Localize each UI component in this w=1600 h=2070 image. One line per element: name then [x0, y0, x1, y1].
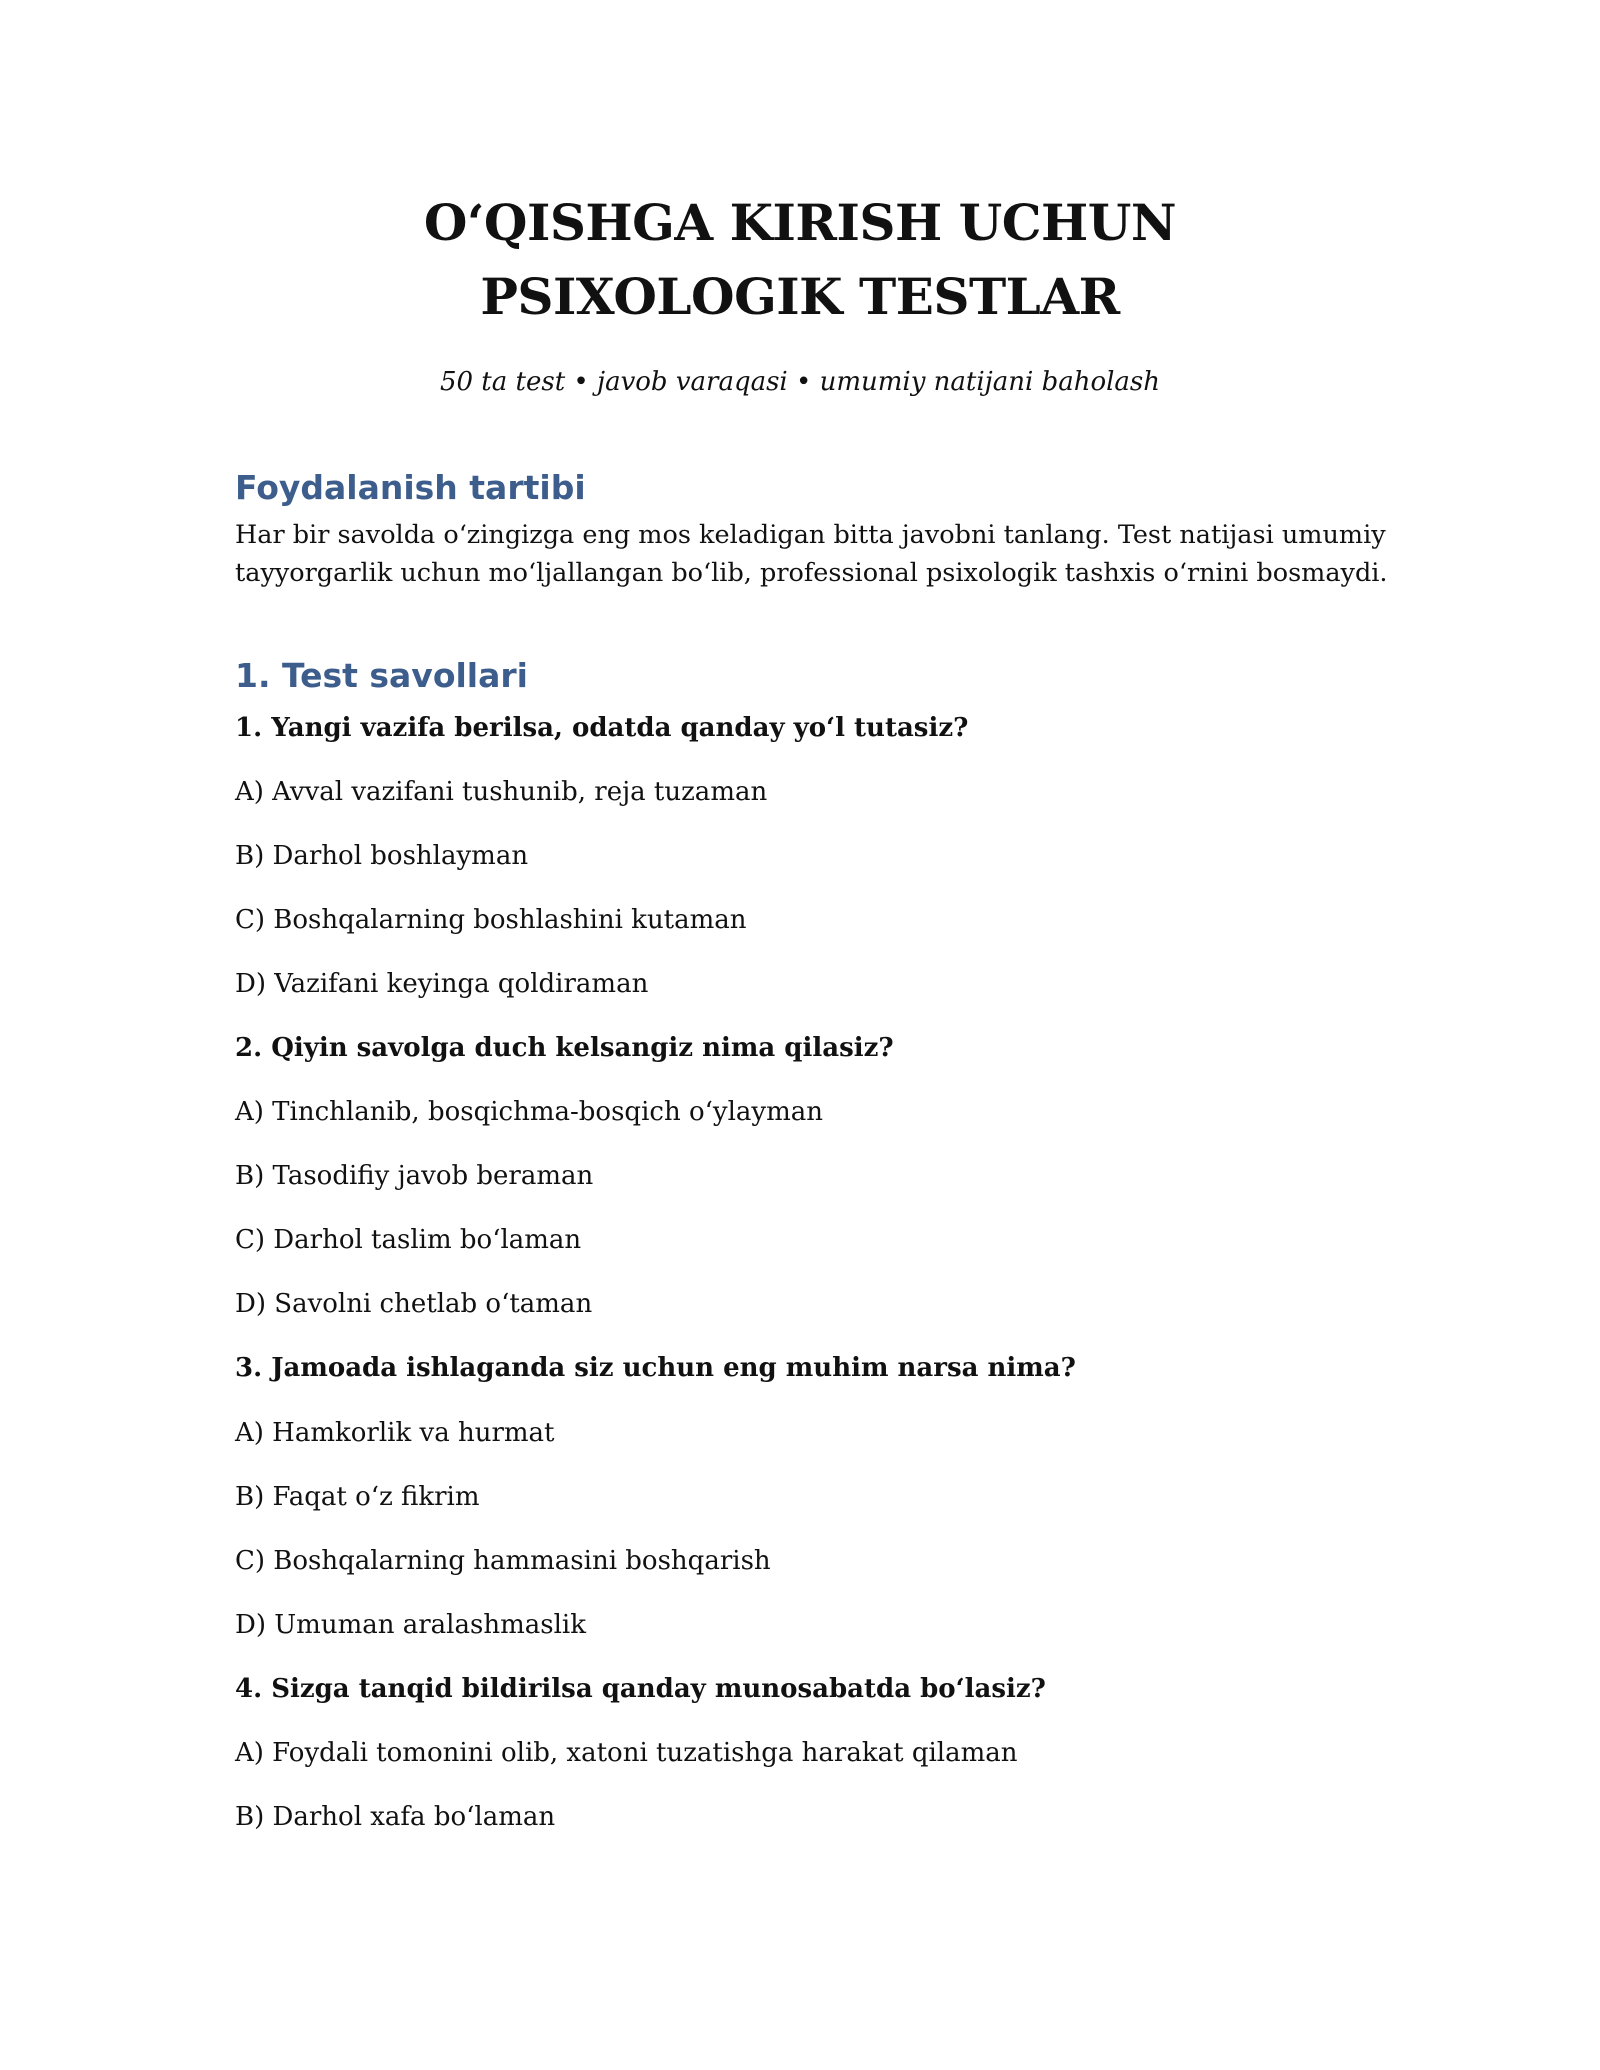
question-1-option-c: C) Boshqalarning boshlashini kutaman	[235, 905, 747, 935]
question-3: 3. Jamoada ishlaganda siz uchun eng muhim narsa nima?	[235, 1353, 1076, 1383]
question-2-option-c: C) Darhol taslim bo‘laman	[235, 1225, 582, 1255]
usage-paragraph-line-1: Har bir savolda o‘zingizga eng mos keladigan bitta javobni tanlang. Test natijasi umumiy	[235, 520, 1386, 550]
usage-heading: Foydalanish tartibi	[235, 468, 586, 507]
question-3-option-c: C) Boshqalarning hammasini boshqarish	[235, 1546, 771, 1576]
question-4-option-b: B) Darhol xafa bo‘laman	[235, 1802, 556, 1832]
question-2: 2. Qiyin savolga duch kelsangiz nima qilasiz?	[235, 1033, 894, 1063]
document-title-line-2: PSIXOLOGIK TESTLAR	[480, 267, 1120, 326]
question-1-option-d: D) Vazifani keyinga qoldiraman	[235, 969, 649, 999]
usage-paragraph	[235, 516, 1415, 592]
document-subtitle: 50 ta test • javob varaqasi • umumiy natijani baholash	[439, 367, 1161, 397]
test-questions-heading: 1. Test savollari	[235, 656, 528, 695]
question-4: 4. Sizga tanqid bildirilsa qanday munosabatda bo‘lasiz?	[235, 1674, 1046, 1704]
question-2-option-b: B) Tasodifiy javob beraman	[235, 1161, 594, 1191]
question-1-option-b: B) Darhol boshlayman	[235, 841, 529, 871]
question-4-option-a: A) Foydali tomonini olib, xatoni tuzatishga harakat qilaman	[235, 1738, 1018, 1768]
document-title-line-1: O‘QISHGA KIRISH UCHUN	[423, 193, 1177, 252]
question-3-option-d: D) Umuman aralashmaslik	[235, 1610, 586, 1640]
question-2-option-d: D) Savolni chetlab o‘taman	[235, 1289, 593, 1319]
question-1: 1. Yangi vazifa berilsa, odatda qanday yo‘l tutasiz?	[235, 713, 969, 743]
question-2-option-a: A) Tinchlanib, bosqichma-bosqich o‘ylayman	[235, 1097, 823, 1127]
usage-paragraph-line-2: tayyorgarlik uchun mo‘ljallangan bo‘lib, professional psixologik tashxis o‘rnini bosmaydi.	[235, 558, 1388, 588]
question-3-option-b: B) Faqat o‘z fikrim	[235, 1482, 480, 1512]
question-1-option-a: A) Avval vazifani tushunib, reja tuzaman	[235, 777, 768, 807]
question-3-option-a: A) Hamkorlik va hurmat	[235, 1418, 555, 1448]
